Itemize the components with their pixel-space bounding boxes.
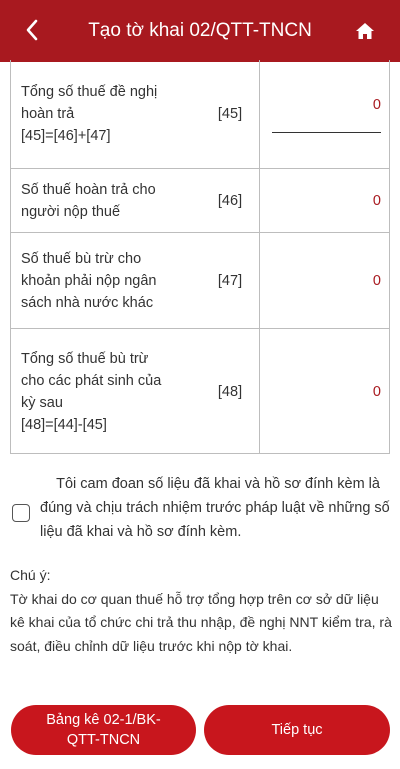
declaration-list-label: Bảng kê 02-1/BK- QTT-TNCN xyxy=(46,712,161,748)
table-row xyxy=(11,232,389,328)
table-row xyxy=(11,328,389,454)
row-label-text: Số thuế hoàn trả cho người nộp thuế xyxy=(21,181,156,220)
row-code: [47] xyxy=(217,272,243,289)
declaration-list-button[interactable] xyxy=(11,705,196,755)
home-button[interactable] xyxy=(350,16,380,46)
table-row xyxy=(11,60,389,168)
row-value: 0 xyxy=(372,97,381,113)
row-label-text: Số thuế bù trừ cho khoản phải nộp ngân sách nhà nước khác xyxy=(21,250,157,311)
note-section xyxy=(10,564,394,658)
row-value-field[interactable] xyxy=(259,329,389,454)
row-label xyxy=(11,233,201,328)
home-icon xyxy=(355,22,375,40)
app-header xyxy=(0,0,400,62)
row-value-field[interactable] xyxy=(259,233,389,328)
note-heading: Chú ý: xyxy=(10,567,51,583)
row-code: [45] xyxy=(217,106,243,122)
continue-button[interactable] xyxy=(204,705,390,755)
row-value-field[interactable] xyxy=(259,60,389,168)
row-label-text: Tổng số thuế đề nghị hoàn trả [45]=[46]+[47] xyxy=(21,84,158,144)
back-button[interactable] xyxy=(18,14,46,46)
row-code: [48] xyxy=(217,383,243,400)
commitment-text: Tôi cam đoan số liệu đã khai và hồ sơ đính kèm là đúng và chịu trách nhiệm trước pháp luật về những số liệu đã khai và hồ sơ đính kèm. xyxy=(40,476,390,540)
row-label xyxy=(11,169,201,232)
row-value: 0 xyxy=(372,272,381,289)
commitment-checkbox[interactable] xyxy=(12,504,30,522)
row-value-field[interactable] xyxy=(259,169,389,232)
row-value: 0 xyxy=(372,383,381,400)
note-body: Tờ khai do cơ quan thuế hỗ trợ tổng hợp trên cơ sở dữ liệu kê khai của tổ chức chi trả thu nhập, đề nghị NNT kiểm tra, rà soát, điều chỉnh dữ liệu trước khi nộp tờ khai. xyxy=(10,590,392,654)
value-underline xyxy=(272,132,381,133)
continue-label: Tiếp tục xyxy=(271,722,323,738)
row-label xyxy=(11,60,201,168)
row-value: 0 xyxy=(372,192,381,209)
row-label-text: Tổng số thuế bù trừ cho các phát sinh của kỳ sau [48]=[44]-[45] xyxy=(21,350,162,433)
tax-table xyxy=(10,60,390,454)
page-title: Tạo tờ khai 02/QTT-TNCN xyxy=(88,20,312,41)
row-code: [46] xyxy=(217,192,243,209)
row-label xyxy=(11,329,201,454)
chevron-left-icon xyxy=(25,19,39,41)
table-row xyxy=(11,168,389,232)
